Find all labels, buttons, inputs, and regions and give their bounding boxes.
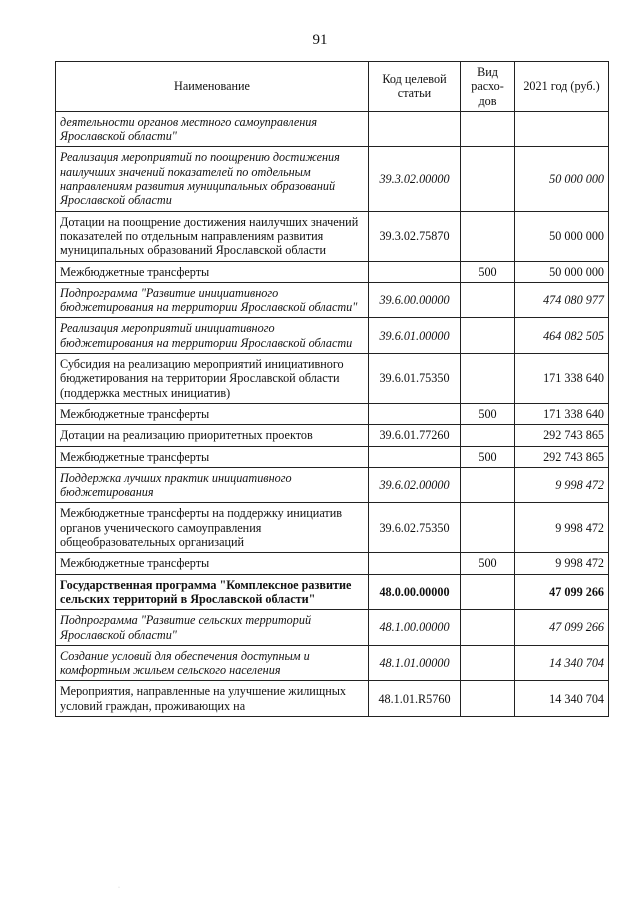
row-code: 39.6.02.00000: [369, 467, 461, 503]
page-number: 91: [312, 32, 328, 48]
table-row: [56, 610, 609, 646]
row-code: [369, 553, 461, 574]
row-type: [461, 574, 515, 610]
row-code: [369, 261, 461, 282]
table-row: [56, 503, 609, 553]
table-row: [56, 282, 609, 318]
row-amount: 9 998 472: [515, 467, 609, 503]
table-row: [56, 574, 609, 610]
row-type: [461, 282, 515, 318]
row-amount: [515, 111, 609, 147]
row-name: Дотации на поощрение достижения наилучших значений показателей по отдельным направлениям развития муниципальных образований Ярославской области: [56, 211, 369, 261]
row-code: [369, 111, 461, 147]
table-header-row: [56, 62, 609, 112]
table-row: [56, 403, 609, 424]
row-name: Подпрограмма "Развитие инициативного бюджетирования на территории Ярославской области": [56, 282, 369, 318]
row-amount: 47 099 266: [515, 574, 609, 610]
row-amount: 14 340 704: [515, 645, 609, 681]
row-type: [461, 681, 515, 717]
table-row: [56, 446, 609, 467]
table-row: [56, 681, 609, 717]
row-code: 39.6.01.77260: [369, 425, 461, 446]
header-code: Код целевой статьи: [369, 62, 461, 112]
row-name: Подпрограмма "Развитие сельских территорий Ярославской области": [56, 610, 369, 646]
row-amount: 474 080 977: [515, 282, 609, 318]
row-code: 48.1.01.R5760: [369, 681, 461, 717]
table-row: [56, 467, 609, 503]
row-type: [461, 318, 515, 354]
row-type: [461, 645, 515, 681]
row-code: 39.3.02.00000: [369, 147, 461, 211]
table-row: [56, 111, 609, 147]
row-code: 39.6.00.00000: [369, 282, 461, 318]
row-code: 39.3.02.75870: [369, 211, 461, 261]
budget-table: [55, 61, 609, 717]
header-name: Наименование: [56, 62, 369, 112]
row-amount: 14 340 704: [515, 681, 609, 717]
table-row: [56, 553, 609, 574]
row-amount: 292 743 865: [515, 425, 609, 446]
row-name: Субсидия на реализацию мероприятий инициативного бюджетирования на территории Ярославской области (поддержка местных инициатив): [56, 354, 369, 404]
row-name: Дотации на реализацию приоритетных проектов: [56, 425, 369, 446]
row-type: [461, 354, 515, 404]
row-code: 48.0.00.00000: [369, 574, 461, 610]
row-amount: 171 338 640: [515, 354, 609, 404]
table-row: [56, 318, 609, 354]
row-amount: 171 338 640: [515, 403, 609, 424]
row-type: [461, 425, 515, 446]
row-code: [369, 403, 461, 424]
row-type: [461, 503, 515, 553]
row-name: Создание условий для обеспечения доступным и комфортным жильем сельского населения: [56, 645, 369, 681]
row-type: [461, 467, 515, 503]
row-code: 39.6.01.75350: [369, 354, 461, 404]
row-name: Мероприятия, направленные на улучшение жилищных условий граждан, проживающих на: [56, 681, 369, 717]
row-name: Межбюджетные трансферты: [56, 261, 369, 282]
row-type: 500: [461, 553, 515, 574]
row-amount: 47 099 266: [515, 610, 609, 646]
row-amount: 9 998 472: [515, 503, 609, 553]
row-amount: 50 000 000: [515, 211, 609, 261]
row-code: 48.1.00.00000: [369, 610, 461, 646]
row-name: Межбюджетные трансферты: [56, 403, 369, 424]
row-type: 500: [461, 403, 515, 424]
row-name: Межбюджетные трансферты: [56, 446, 369, 467]
row-amount: 50 000 000: [515, 147, 609, 211]
table-row: [56, 147, 609, 211]
header-type: Вид расхо-дов: [461, 62, 515, 112]
row-name: Государственная программа "Комплексное развитие сельских территорий в Ярославской области": [56, 574, 369, 610]
row-code: [369, 446, 461, 467]
row-amount: 9 998 472: [515, 553, 609, 574]
table-row: [56, 645, 609, 681]
row-code: 48.1.01.00000: [369, 645, 461, 681]
row-name: Межбюджетные трансферты на поддержку инициатив органов ученического самоуправления общеобразовательных организаций: [56, 503, 369, 553]
row-type: [461, 147, 515, 211]
row-code: 39.6.01.00000: [369, 318, 461, 354]
header-amount: 2021 год (руб.): [515, 62, 609, 112]
row-name: Поддержка лучших практик инициативного бюджетирования: [56, 467, 369, 503]
table-row: [56, 211, 609, 261]
row-name: деятельности органов местного самоуправления Ярославской области": [56, 111, 369, 147]
row-name: Реализация мероприятий по поощрению достижения наилучших значений показателей по отдельным направлениям развития муниципальных образований Ярославской области: [56, 147, 369, 211]
table-row: [56, 425, 609, 446]
row-type: 500: [461, 446, 515, 467]
row-amount: 292 743 865: [515, 446, 609, 467]
row-type: [461, 610, 515, 646]
row-name: Межбюджетные трансферты: [56, 553, 369, 574]
table-row: [56, 354, 609, 404]
row-amount: 464 082 505: [515, 318, 609, 354]
table-body: [56, 111, 609, 716]
row-type: 500: [461, 261, 515, 282]
row-type: [461, 111, 515, 147]
row-name: Реализация мероприятий инициативного бюджетирования на территории Ярославской области: [56, 318, 369, 354]
scan-mark: ·: [118, 885, 120, 891]
table-row: [56, 261, 609, 282]
row-amount: 50 000 000: [515, 261, 609, 282]
row-type: [461, 211, 515, 261]
row-code: 39.6.02.75350: [369, 503, 461, 553]
